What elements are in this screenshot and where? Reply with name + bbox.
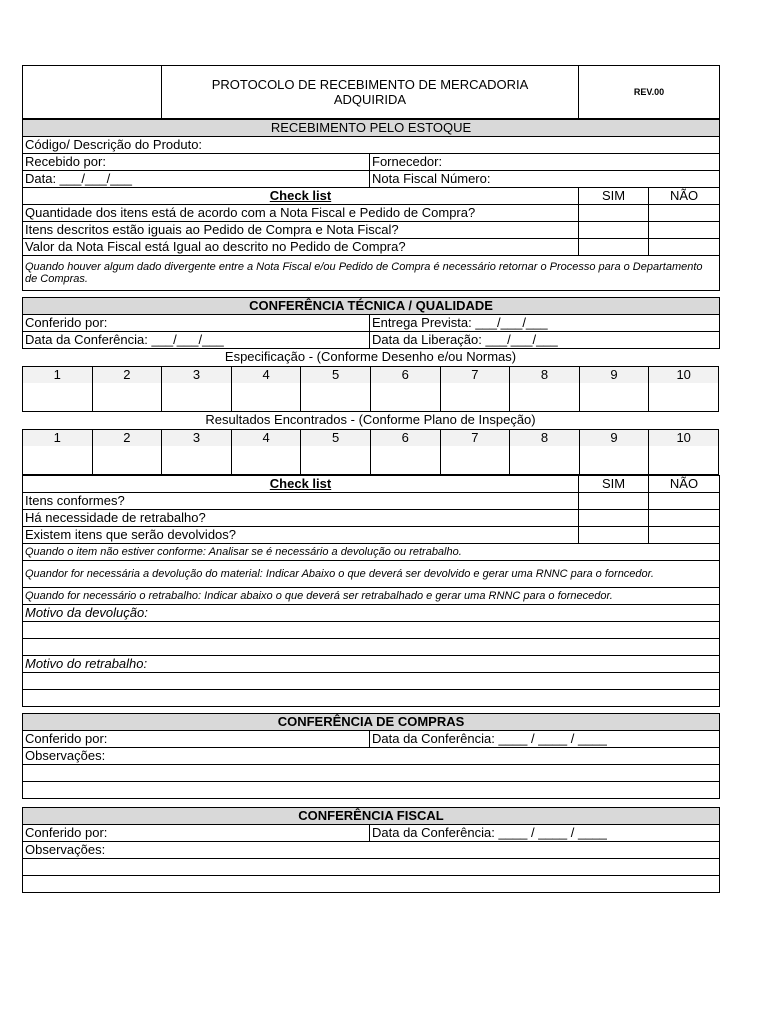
checklist-question: Há necessidade de retrabalho? bbox=[23, 510, 579, 527]
result-number: 10 bbox=[649, 430, 719, 447]
nao-checkbox[interactable] bbox=[649, 527, 720, 544]
nao-checkbox[interactable] bbox=[649, 493, 720, 510]
spec-number: 7 bbox=[440, 367, 510, 384]
sim-checkbox[interactable] bbox=[579, 239, 649, 256]
result-number: 2 bbox=[92, 430, 162, 447]
spec-cell[interactable] bbox=[510, 383, 580, 412]
sim-checkbox[interactable] bbox=[579, 493, 649, 510]
tecnica-checklist bbox=[22, 475, 720, 707]
estoque-note: Quando houver algum dado divergente entre a Nota Fiscal e/ou Pedido de Compra é necessário retornar o Processo para o Departamento de Compras. bbox=[23, 256, 720, 291]
result-cell[interactable] bbox=[440, 446, 510, 475]
data-conferencia-field[interactable]: Data da Conferência: ____ / ____ / ____ bbox=[370, 731, 720, 748]
spec-number: 9 bbox=[579, 367, 649, 384]
spec-number: 1 bbox=[23, 367, 93, 384]
especificacao-caption: Especificação - (Conforme Desenho e/ou Normas) bbox=[224, 349, 517, 364]
sim-checkbox[interactable] bbox=[579, 527, 649, 544]
result-cell[interactable] bbox=[579, 446, 649, 475]
tecnica-title: CONFERÊNCIA TÉCNICA / QUALIDADE bbox=[23, 298, 720, 315]
motivo-devolucao-line[interactable] bbox=[23, 639, 720, 656]
result-cell[interactable] bbox=[23, 446, 93, 475]
fornecedor-field[interactable]: Fornecedor: bbox=[370, 154, 720, 171]
result-cell[interactable] bbox=[162, 446, 232, 475]
result-cell[interactable] bbox=[510, 446, 580, 475]
data-conferencia-field[interactable]: Data da Conferência: ___/___/___ bbox=[23, 332, 370, 349]
sim-header: SIM bbox=[579, 188, 649, 205]
fiscal-title: CONFERÊNCIA FISCAL bbox=[23, 808, 720, 825]
checklist-header: Check list bbox=[23, 476, 579, 493]
result-number: 8 bbox=[510, 430, 580, 447]
checklist-question: Existem itens que serão devolvidos? bbox=[23, 527, 579, 544]
spec-cell[interactable] bbox=[370, 383, 440, 412]
spec-number: 5 bbox=[301, 367, 371, 384]
protocol-form bbox=[22, 65, 719, 893]
conferido-field[interactable]: Conferido por: bbox=[23, 315, 370, 332]
checklist-header: Check list bbox=[23, 188, 579, 205]
nota-fiscal-field[interactable]: Nota Fiscal Número: bbox=[370, 171, 720, 188]
motivo-retrabalho-line[interactable] bbox=[23, 690, 720, 707]
spec-cell[interactable] bbox=[231, 383, 301, 412]
codigo-field[interactable]: Código/ Descrição do Produto: bbox=[23, 137, 720, 154]
spec-number: 4 bbox=[231, 367, 301, 384]
result-number: 4 bbox=[231, 430, 301, 447]
nao-checkbox[interactable] bbox=[649, 222, 720, 239]
entrega-field[interactable]: Entrega Prevista: ___/___/___ bbox=[370, 315, 720, 332]
data-liberacao-field[interactable]: Data da Liberação: ___/___/___ bbox=[370, 332, 720, 349]
spec-cell[interactable] bbox=[579, 383, 649, 412]
spec-cell[interactable] bbox=[440, 383, 510, 412]
result-number: 9 bbox=[579, 430, 649, 447]
resultados-caption: Resultados Encontrados - (Conforme Plano de Inspeção) bbox=[205, 412, 536, 427]
especificacao-grid bbox=[22, 366, 719, 412]
sim-checkbox[interactable] bbox=[579, 510, 649, 527]
result-number: 3 bbox=[162, 430, 232, 447]
sim-checkbox[interactable] bbox=[579, 205, 649, 222]
result-number: 6 bbox=[370, 430, 440, 447]
spec-cell[interactable] bbox=[301, 383, 371, 412]
checklist-question: Itens descritos estão iguais ao Pedido de Compra e Nota Fiscal? bbox=[23, 222, 579, 239]
observacoes-line[interactable] bbox=[23, 859, 720, 876]
spec-cell[interactable] bbox=[649, 383, 719, 412]
nao-checkbox[interactable] bbox=[649, 205, 720, 222]
spec-cell[interactable] bbox=[162, 383, 232, 412]
note-retrabalho: Quando for necessário o retrabalho: Indicar abaixo o que deverá ser retrabalhado e gerar uma RNNC para o fornecedor. bbox=[23, 588, 720, 605]
result-number: 5 bbox=[301, 430, 371, 447]
motivo-retrabalho-label: Motivo do retrabalho: bbox=[23, 656, 720, 673]
nao-checkbox[interactable] bbox=[649, 510, 720, 527]
estoque-section bbox=[22, 119, 720, 291]
nao-checkbox[interactable] bbox=[649, 239, 720, 256]
fiscal-section bbox=[22, 807, 720, 893]
checklist-question: Itens conformes? bbox=[23, 493, 579, 510]
data-conferencia-field[interactable]: Data da Conferência: ____ / ____ / ____ bbox=[370, 825, 720, 842]
nao-header: NÃO bbox=[649, 476, 720, 493]
observacoes-line[interactable] bbox=[23, 782, 720, 799]
result-number: 7 bbox=[440, 430, 510, 447]
checklist-question: Quantidade dos itens está de acordo com a Nota Fiscal e Pedido de Compra? bbox=[23, 205, 579, 222]
estoque-title: RECEBIMENTO PELO ESTOQUE bbox=[23, 120, 720, 137]
form-title bbox=[162, 66, 579, 119]
sim-header: SIM bbox=[579, 476, 649, 493]
conferido-field[interactable]: Conferido por: bbox=[23, 825, 370, 842]
checklist-question: Valor da Nota Fiscal está Igual ao descrito no Pedido de Compra? bbox=[23, 239, 579, 256]
spec-number: 8 bbox=[510, 367, 580, 384]
motivo-retrabalho-line[interactable] bbox=[23, 673, 720, 690]
spec-cell[interactable] bbox=[23, 383, 93, 412]
title-line2: ADQUIRIDA bbox=[333, 92, 407, 107]
observacoes-label: Observações: bbox=[23, 842, 720, 859]
recebido-field[interactable]: Recebido por: bbox=[23, 154, 370, 171]
conferido-field[interactable]: Conferido por: bbox=[23, 731, 370, 748]
tecnica-section bbox=[22, 297, 720, 349]
note-nonconforming: Quando o item não estiver conforme: Analisar se é necessário a devolução ou retrabalho. bbox=[23, 544, 720, 561]
revision-label: REV.00 bbox=[579, 66, 720, 119]
motivo-devolucao-label: Motivo da devolução: bbox=[23, 605, 720, 622]
observacoes-line[interactable] bbox=[23, 765, 720, 782]
observacoes-label: Observações: bbox=[23, 748, 720, 765]
sim-checkbox[interactable] bbox=[579, 222, 649, 239]
logo-cell bbox=[23, 66, 162, 119]
result-cell[interactable] bbox=[370, 446, 440, 475]
data-field[interactable]: Data: ___/___/___ bbox=[23, 171, 370, 188]
spec-cell[interactable] bbox=[92, 383, 162, 412]
spec-number: 10 bbox=[649, 367, 719, 384]
result-cell[interactable] bbox=[301, 446, 371, 475]
nao-header: NÃO bbox=[649, 188, 720, 205]
motivo-devolucao-line[interactable] bbox=[23, 622, 720, 639]
result-cell[interactable] bbox=[231, 446, 301, 475]
compras-title: CONFERÊNCIA DE COMPRAS bbox=[23, 714, 720, 731]
spec-number: 3 bbox=[162, 367, 232, 384]
result-number: 1 bbox=[23, 430, 93, 447]
note-devolucao: Quandor for necessária a devolução do material: Indicar Abaixo o que deverá ser devolvido e gerar uma RNNC para o forncedor. bbox=[23, 561, 720, 588]
spec-number: 2 bbox=[92, 367, 162, 384]
observacoes-line[interactable] bbox=[23, 876, 720, 893]
header-table bbox=[22, 65, 720, 119]
resultados-grid bbox=[22, 429, 719, 475]
spec-number: 6 bbox=[370, 367, 440, 384]
title-line1: PROTOCOLO DE RECEBIMENTO DE MERCADORIA bbox=[211, 77, 529, 92]
compras-section bbox=[22, 713, 720, 799]
result-cell[interactable] bbox=[649, 446, 719, 475]
result-cell[interactable] bbox=[92, 446, 162, 475]
